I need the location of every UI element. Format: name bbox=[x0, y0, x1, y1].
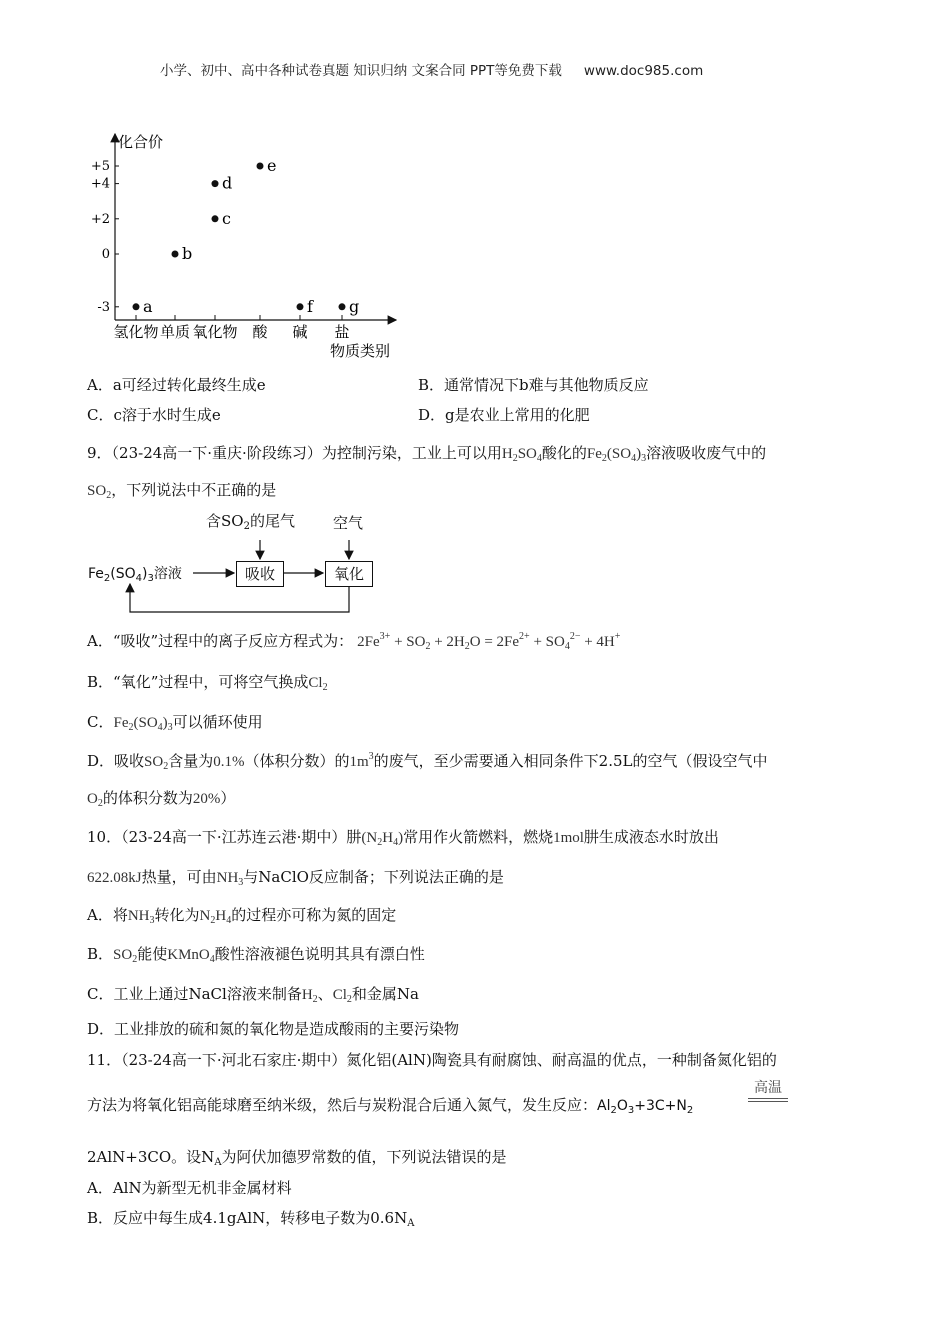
q11-option-a: A．AlN为新型无机非金属材料 bbox=[87, 1179, 292, 1197]
x-axis-label: 物质类别 bbox=[330, 342, 391, 360]
data-point-a bbox=[133, 303, 140, 310]
data-point-label-d: d bbox=[222, 173, 233, 193]
data-point-f bbox=[297, 303, 304, 310]
q8-option-c: C．c溶于水时生成e bbox=[87, 406, 221, 424]
y-tick-label: -3 bbox=[97, 299, 110, 315]
y-tick-label: +5 bbox=[90, 159, 110, 174]
q9-option-d-line1: D．吸收$SO_2$含量为0.1%（体积分数）的$1m^3$的废气，至少需要通入相同条件下2.5L的空气（假设空气中 bbox=[87, 751, 768, 772]
x-tick-label: 酸 bbox=[252, 323, 268, 341]
page-header bbox=[160, 59, 703, 79]
q10-stem-line2: 622.08kJ热量，可由$NH_3$与NaClO反应制备；下列说法正确的是 bbox=[87, 868, 504, 888]
q9-stem-line2: $SO_2$，下列说法中不正确的是 bbox=[87, 481, 277, 501]
q8-option-d: D．g是农业上常用的化肥 bbox=[418, 406, 590, 424]
q9-option-d-line2: $O_2$的体积分数为20%） bbox=[87, 789, 236, 809]
q8-option-a: A．a可经过转化最终生成e bbox=[87, 376, 266, 394]
flow-absorb-box: 吸收 bbox=[236, 561, 284, 587]
q11-option-b: B．反应中每生成4.1gAlN，转移电子数为$0.6N_A$ bbox=[87, 1209, 415, 1229]
q11-stem-line2: 方法为将氧化铝高能球磨至纳米级，然后与炭粉混合后通入氮气，发生反应：$Al_2O_3+3C+N_2$ bbox=[87, 1096, 694, 1116]
data-point-e bbox=[257, 163, 264, 170]
data-point-c bbox=[212, 215, 219, 222]
q9-option-a: A．“吸收”过程中的离子反应方程式为： $2Fe^{3+} + SO_2 + 2H_2O = 2Fe^{2+} + SO_4^{2-} + 4H^+$ bbox=[87, 631, 621, 652]
x-tick-label: 氧化物 bbox=[192, 323, 238, 341]
data-point-g bbox=[339, 303, 346, 310]
flow-arrows bbox=[120, 520, 380, 620]
flow-tail-gas-label: 含$SO_2$的尾气 bbox=[206, 512, 295, 532]
y-tick-label: 0 bbox=[101, 247, 110, 262]
flow-solution-label: $Fe_2(SO_4)_3$溶液 bbox=[88, 566, 182, 584]
data-point-label-g: g bbox=[349, 296, 360, 316]
q10-option-c: C．工业上通过NaCl溶液来制备$H_2$、$Cl_2$和金属Na bbox=[87, 985, 419, 1005]
data-point-label-f: f bbox=[307, 296, 313, 316]
data-point-label-b: b bbox=[182, 244, 193, 263]
header-text: 小学、初中、高中各种试卷真题 知识归纳 文案合同 PPT等免费下载 bbox=[160, 63, 562, 79]
q11-stem-line1: 11．（23-24高一下·河北石家庄·期中）氮化铝(AlN)陶瓷具有耐腐蚀、耐高温的优点，一种制备氮化铝的 bbox=[87, 1051, 777, 1069]
flow-air-label: 空气 bbox=[333, 514, 364, 532]
q11-reaction-condition: 高温 bbox=[748, 1080, 788, 1102]
data-point-d bbox=[212, 180, 219, 187]
x-tick-label: 氢化物 bbox=[113, 323, 159, 341]
data-point-label-e: e bbox=[267, 156, 277, 175]
data-point-label-a: a bbox=[143, 296, 153, 316]
q10-option-a: A．将$NH_3$转化为$N_2H_4$的过程亦可称为氮的固定 bbox=[87, 906, 397, 926]
q10-stem-line1: 10．（23-24高一下·江苏连云港·期中）肼$(N_2H_4)$常用作火箭燃料，燃烧1mol肼生成液态水时放出 bbox=[87, 828, 719, 848]
header-url[interactable]: www.doc985.com bbox=[583, 63, 704, 79]
x-tick-label: 碱 bbox=[292, 323, 308, 341]
q9-option-c: C．$Fe_2(SO_4)_3$可以循环使用 bbox=[87, 713, 263, 733]
q10-option-d: D．工业排放的硫和氮的氧化物是造成酸雨的主要污染物 bbox=[87, 1020, 460, 1038]
flow-oxidize-box: 氧化 bbox=[325, 561, 373, 587]
q9-option-b: B．“氧化”过程中，可将空气换成$Cl_2$ bbox=[87, 673, 328, 693]
data-point-label-c: c bbox=[222, 208, 231, 228]
y-tick-label: +4 bbox=[90, 176, 110, 192]
valence-chart bbox=[80, 128, 420, 368]
y-axis-label: 化合价 bbox=[118, 133, 164, 151]
x-tick-label: 单质 bbox=[159, 323, 191, 341]
q10-option-b: B．$SO_2$能使KMnO$_4$酸性溶液褪色说明其具有漂白性 bbox=[87, 945, 425, 965]
q8-option-b: B．通常情况下b难与其他物质反应 bbox=[418, 376, 649, 394]
q9-stem-line1: 9．（23-24高一下·重庆·阶段练习）为控制污染，工业上可以用$H_2SO_4$酸化的$Fe_2(SO_4)_3$溶液吸收废气中的 bbox=[87, 444, 767, 464]
x-tick-label: 盐 bbox=[334, 323, 350, 341]
y-tick-label: +2 bbox=[90, 211, 110, 227]
data-point-b bbox=[172, 251, 179, 258]
q11-stem-line3: 2AlN+3CO。设$N_A$为阿伏加德罗常数的值，下列说法错误的是 bbox=[87, 1148, 507, 1168]
